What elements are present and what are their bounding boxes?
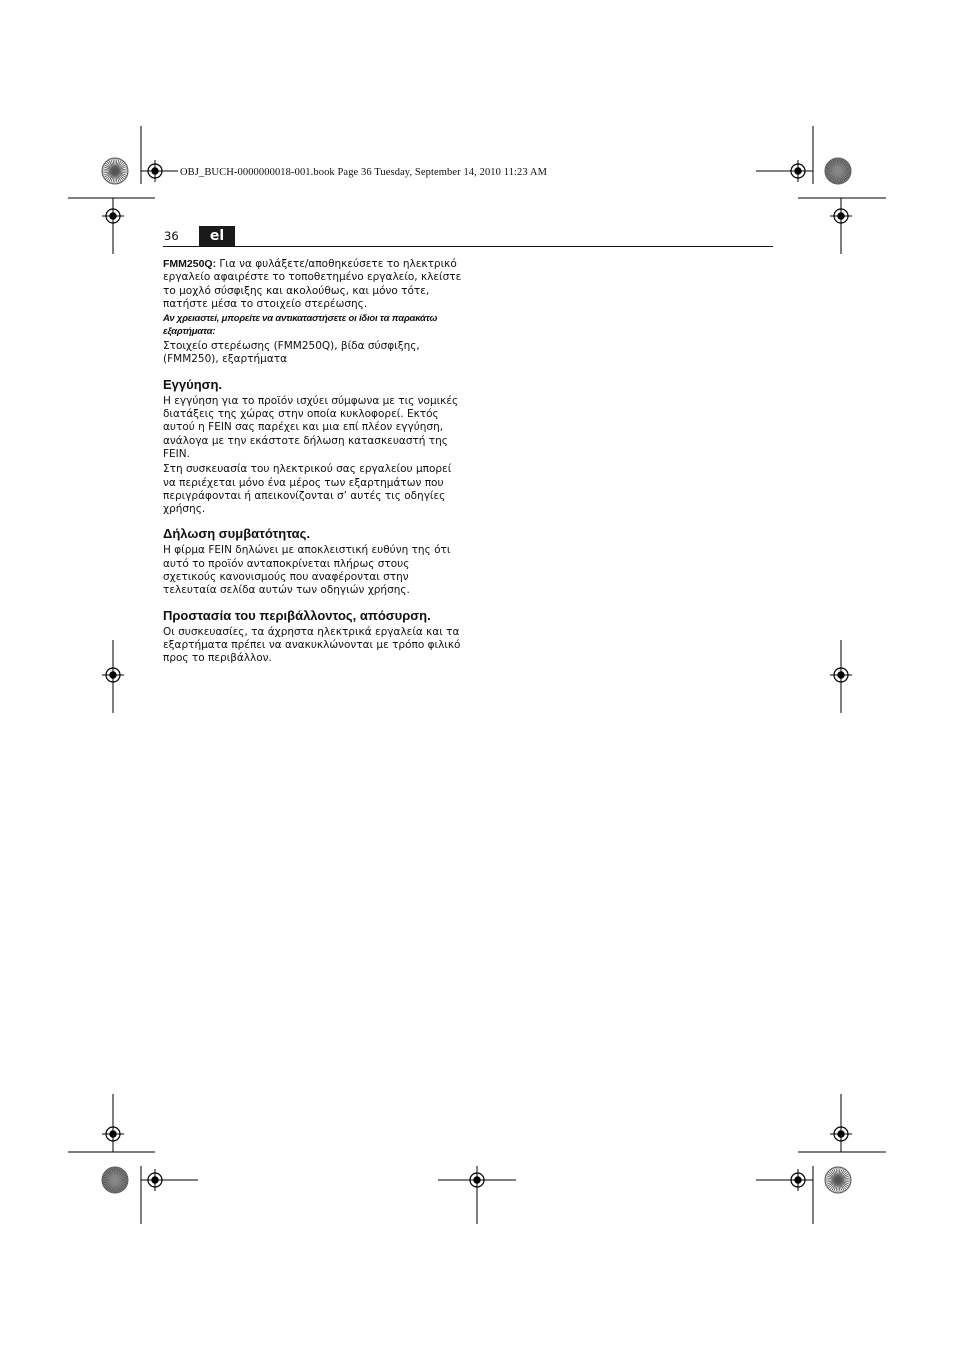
conformity-section xyxy=(163,526,463,597)
starburst-target-icon xyxy=(102,1167,128,1193)
storage-paragraph xyxy=(163,258,463,311)
registration-mark-icon xyxy=(466,1169,488,1191)
warranty-paragraph-1: Η εγγύηση για το προϊόν ισχύει σύμφωνα με τις νομικές διατάξεις της χώρας στην οποία κυκλοφορεί. Εκτός αυτού η FEIN σας παρέχει και μια επί πλέον εγγύηση, ανάλογα με την εκάστοτε δήλωση κατασκευαστή της FEIN. xyxy=(163,394,459,460)
conformity-paragraph: Η φίρμα FEIN δηλώνει με αποκλειστική ευθύνη της ότι αυτό το προϊόν ανταποκρίνεται πλήρως στους σχετικούς κανονισμούς που αναφέρονται στην τελευταία σελίδα αυτών των οδηγιών χρήσης. xyxy=(163,544,451,597)
page-number: 36 xyxy=(164,229,179,243)
registration-mark-icon xyxy=(102,664,124,686)
starburst-target-icon xyxy=(825,158,851,184)
registration-mark-icon xyxy=(830,1123,852,1145)
storage-text: Για να φυλάξετε/αποθηκεύσετε το ηλεκτρικό εργαλείο αφαιρέστε το τοποθετημένο εργαλείο, κλείστε το μοχλό σύσφιξης και ακολούθως, και μόνο τότε, πατήστε μέσα το στοιχείο στερέωσης. xyxy=(163,258,462,310)
starburst-target-icon xyxy=(825,1167,851,1193)
file-slug: OBJ_BUCH-0000000018-001.book Page 36 Tuesday, September 14, 2010 11:23 AM xyxy=(180,167,548,178)
warranty-paragraph-2: Στη συσκευασία του ηλεκτρικού σας εργαλείου μπορεί να περιέχεται μόνο ένα μέρος των εξαρτημάτων που περιγράφονται ή απεικονίζονται σ’ αυτές τις οδηγίες χρήσης. xyxy=(163,463,452,516)
environment-section xyxy=(163,608,463,666)
environment-title: Προστασία του περιβάλλοντος, απόσυρση. xyxy=(163,607,431,623)
registration-mark-icon xyxy=(144,1169,166,1191)
header-rule xyxy=(163,246,773,247)
registration-mark-icon xyxy=(787,1169,809,1191)
warranty-title: Εγγύηση. xyxy=(163,376,223,392)
spare-parts-heading: Αν χρειαστεί, μπορείτε να αντικαταστήσετε οι ίδιοι τα παρακάτω εξαρτήματα: xyxy=(163,313,438,337)
model-label: FMM250Q: xyxy=(163,258,217,270)
warranty-section xyxy=(163,377,463,517)
registration-mark-icon xyxy=(102,1123,124,1145)
starburst-target-icon xyxy=(102,158,128,184)
text-column xyxy=(163,258,463,668)
registration-mark-icon xyxy=(787,160,809,182)
spare-parts-text: Στοιχείο στερέωσης (FMM250Q), βίδα σύσφιξης, (FMM250), εξαρτήματα xyxy=(163,340,420,366)
registration-mark-icon xyxy=(144,160,166,182)
environment-paragraph: Οι συσκευασίες, τα άχρηστα ηλεκτρικά εργαλεία και τα εξαρτήματα πρέπει να ανακυκλώνονται με τρόπο φιλικό προς το περιβάλλον. xyxy=(163,625,461,665)
language-tab: el xyxy=(199,226,235,246)
registration-mark-icon xyxy=(830,205,852,227)
registration-mark-icon xyxy=(830,664,852,686)
registration-mark-icon xyxy=(102,205,124,227)
conformity-title: Δήλωση συμβατότητας. xyxy=(163,526,311,542)
